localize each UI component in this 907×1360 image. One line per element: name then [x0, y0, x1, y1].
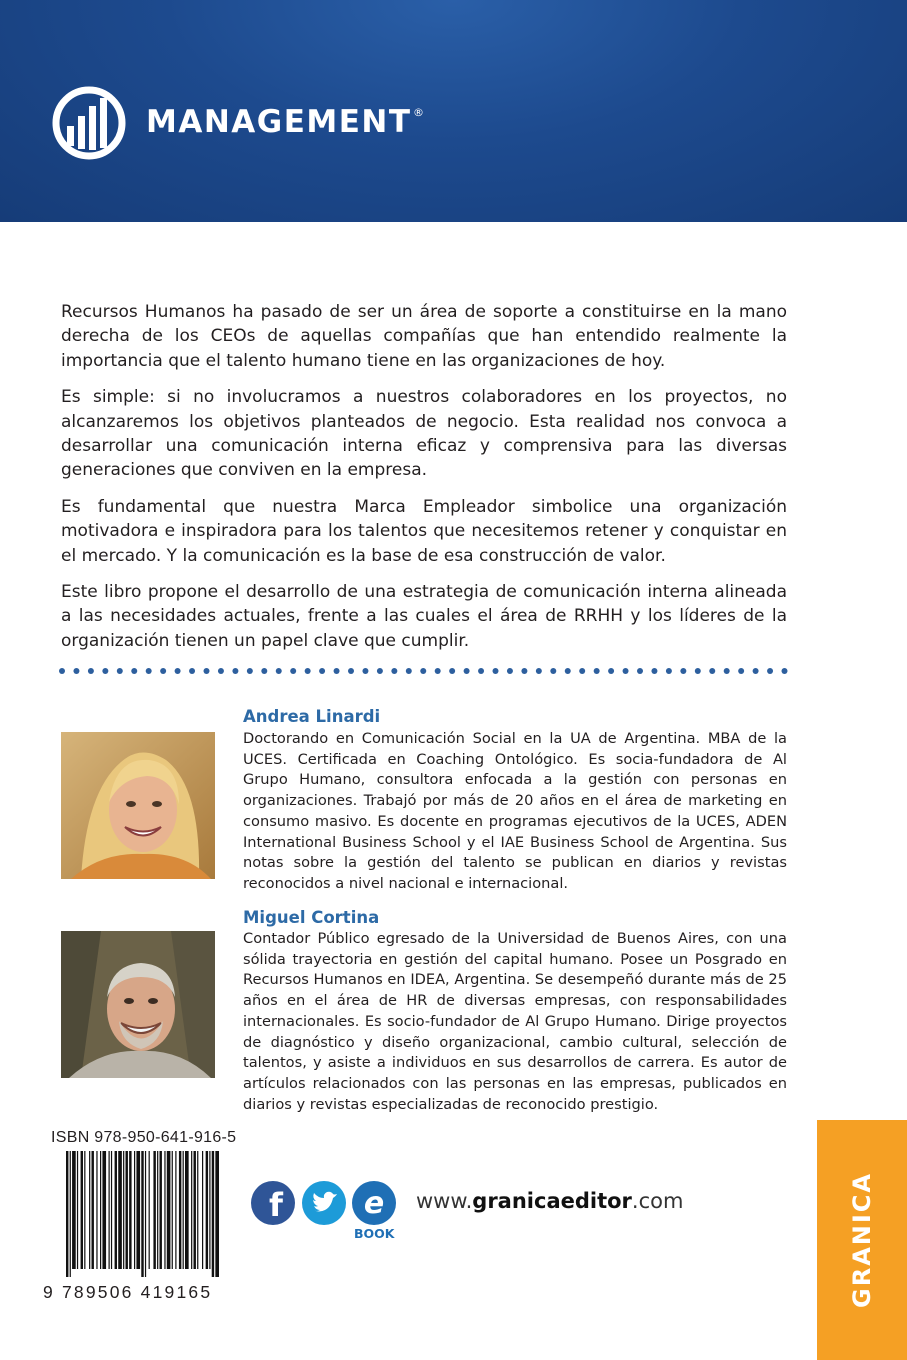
brand-title: MANAGEMENT — [146, 104, 412, 140]
publisher-tab — [817, 1120, 907, 1360]
registered-mark: ® — [413, 106, 424, 119]
management-logo-icon — [52, 86, 126, 160]
facebook-icon[interactable] — [250, 1180, 296, 1226]
description-paragraph: Recursos Humanos ha pasado de ser un área de soporte a constituirse en la mano derecha de los CEOs de aquellas compañías que han entendido realmente la importancia que el talento humano tiene en las organizaciones de hoy. — [61, 302, 787, 371]
barcode — [66, 1151, 219, 1277]
facebook-letter: f — [269, 1186, 283, 1224]
ebook-label: BOOK — [354, 1226, 395, 1241]
website-link[interactable]: www.granicaeditor.com — [416, 1189, 684, 1213]
author-bio: Contador Público egresado de la Universidad de Buenos Aires, con una sólida trayectoria en gestión del capital humano. Posee un Posgrado en Recursos Humanos en IDEA, Argentina. Se desempeñó durante más de 25 años en el área de HR de diversas empresas, con responsabilidades internacionales. Es socio-fundador de Al Grupo Humano. Dirige proyectos de diagnóstico y diseño organizacional, cambio cultural, selección de talentos, y asiste a individuos en sus desarrollos de carrera. Es autor de artículos relacionados con las personas en las empresas, publicados en diarios y revistas especializadas de reconocido prestigio. — [243, 930, 787, 1113]
ebook-icon[interactable] — [351, 1180, 397, 1226]
author-bio: Doctorando en Comunicación Social en la UA de Argentina. MBA de la UCES. Certificada en Coaching Ontológico. Es socia-fundadora de Al Grupo Humano, consultora enfocada a la gestión con personas en organizaciones. Trabajó por más de 20 años en el área de marketing en consumo masivo. Es docente en programas ejecutivos de la UCES, ADEN International Business School y el IAE Business School de Argentina. Sus notas sobre la gestión del talento se publican en diarios y revistas reconocidos a nivel nacional e internacional. — [243, 730, 787, 892]
author-photo-andrea — [61, 732, 215, 879]
dotted-divider — [58, 665, 788, 677]
header-banner — [0, 0, 907, 222]
description-paragraph: Este libro propone el desarrollo de una estrategia de comunicación interna alineada a las necesidades actuales, frente a las cuales el área de RRHH y los líderes de la organización tienen un papel clave que cumplir. — [61, 582, 787, 651]
author-photo-miguel — [61, 931, 215, 1078]
author-name: Andrea Linardi — [243, 707, 381, 726]
isbn-label: ISBN 978-950-641-916-5 — [51, 1129, 237, 1146]
publisher-name: GRANICA — [848, 1172, 876, 1308]
barcode-number: 9 789506 419165 — [43, 1282, 213, 1302]
description-paragraph: Es simple: si no involucramos a nuestros colaboradores en los proyectos, no alcanzaremos los objetivos planteados de negocio. Esta realidad nos convoca a desarrollar una comunicación interna eficaz y comprensiva para las diversas generaciones que conviven en la empresa. — [61, 387, 787, 481]
description-paragraph: Es fundamental que nuestra Marca Empleador simbolice una organización motivadora e inspiradora para los talentos que necesitemos retener y conquistar en el mercado. Y la comunicación es la base de esa construcción de valor. — [61, 496, 787, 566]
book-description — [61, 300, 787, 665]
twitter-icon[interactable] — [301, 1180, 347, 1226]
ebook-letter: e — [363, 1186, 385, 1221]
author-name: Miguel Cortina — [243, 908, 380, 927]
